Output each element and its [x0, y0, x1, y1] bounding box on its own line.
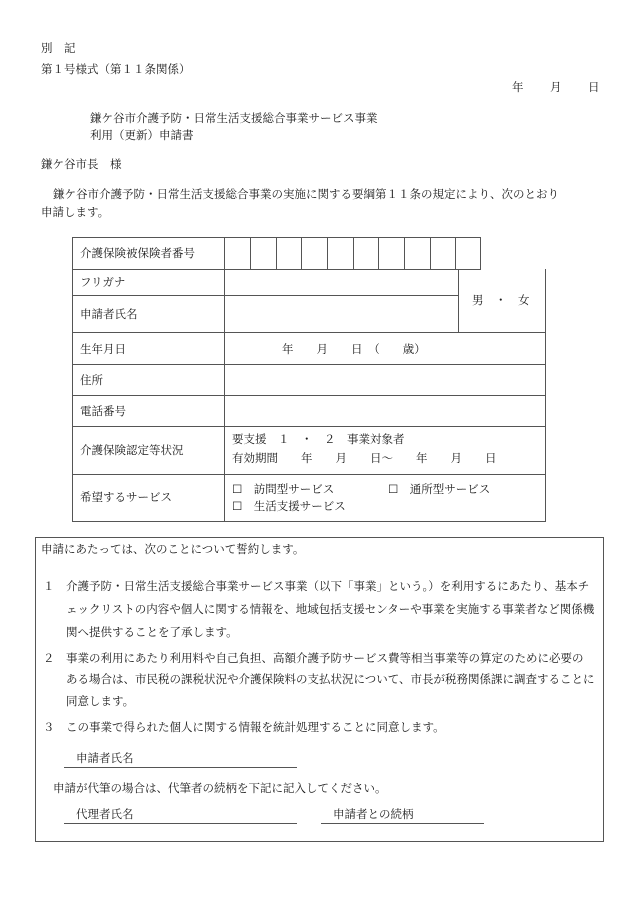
- address-field[interactable]: [226, 366, 544, 393]
- applicant-signature-label: 申請者氏名: [76, 751, 134, 765]
- furigana-field[interactable]: [226, 271, 456, 293]
- service-visit-checkbox[interactable]: ☐ 訪問型サービス: [232, 482, 335, 496]
- care-status-label: 介護保険認定等状況: [80, 443, 184, 457]
- consent-item2-line3: 同意します。: [66, 694, 135, 708]
- consent-item3: ３ この事業で得られた個人に関する情報を統計処理することに同意します。: [43, 720, 445, 734]
- service-life-checkbox[interactable]: ☐ 生活支援サービス: [232, 499, 346, 513]
- form-title-line2: 利用（更新）申請書: [90, 128, 194, 142]
- addressee: 鎌ケ谷市長 様: [41, 157, 122, 171]
- furigana-label: フリガナ: [80, 275, 126, 289]
- consent-item1-line2: ェックリストの内容や個人に関する情報を、地域包括支援センターや事業を実施する事業者など関係機: [66, 602, 595, 616]
- phone-field[interactable]: [226, 397, 544, 424]
- birth-date-field[interactable]: 年 月 日 （ 歳）: [282, 342, 426, 356]
- address-label: 住所: [80, 373, 103, 387]
- date-year: 年: [512, 80, 524, 94]
- form-number: 第１号様式（第１１条関係）: [41, 62, 191, 76]
- consent-item2-line2: ある場合は、市民税の課税状況や介護保険料の支払状況について、市長が税務関係課に調査することに: [66, 672, 595, 686]
- relationship-label: 申請者との続柄: [333, 807, 414, 821]
- care-level-options[interactable]: 要支援 １ ・ ２ 事業対象者: [232, 432, 405, 446]
- relationship-line[interactable]: [321, 807, 484, 824]
- intro-line1: 鎌ケ谷市介護予防・日常生活支援総合事業の実施に関する要綱第１１条の規定により、次のとおり: [53, 187, 559, 201]
- consent-item1-line3: 関へ提供することを了承します。: [66, 625, 238, 639]
- applicant-name-label: 申請者氏名: [80, 307, 138, 321]
- consent-intro: 申請にあたっては、次のことについて誓約します。: [41, 542, 305, 556]
- sex-selection[interactable]: 男 ・ 女: [472, 293, 530, 307]
- proxy-name-label: 代理者氏名: [76, 807, 134, 821]
- insured-number-label: 介護保険被保険者番号: [80, 246, 195, 260]
- consent-item2-line1: ２ 事業の利用にあたり利用料や自己負担、高額介護予防サービス費等相当事業等の算定のために必要の: [43, 651, 584, 665]
- proxy-name-line[interactable]: [64, 807, 297, 824]
- phone-label: 電話番号: [80, 404, 126, 418]
- applicant-name-field[interactable]: [226, 297, 456, 330]
- applicant-signature-line[interactable]: [64, 751, 297, 768]
- intro-line2: 申請します。: [41, 205, 110, 219]
- service-label: 希望するサービス: [80, 490, 172, 504]
- care-validity-period[interactable]: 有効期間 年 月 日～ 年 月 日: [232, 451, 497, 465]
- appendix-label: 別 記: [41, 41, 76, 55]
- date-day: 日: [588, 80, 600, 94]
- birth-date-label: 生年月日: [80, 342, 126, 356]
- form-title-line1: 鎌ケ谷市介護予防・日常生活支援総合事業サービス事業: [90, 111, 378, 125]
- consent-item1-line1: １ 介護予防・日常生活支援総合事業サービス事業（以下「事業」という。）を利用するにあたり、基本チ: [43, 579, 590, 593]
- proxy-note: 申請が代筆の場合は、代筆者の続柄を下記に記入してください。: [53, 781, 387, 795]
- date-month: 月: [550, 80, 562, 94]
- service-day-checkbox[interactable]: ☐ 通所型サービス: [388, 482, 491, 496]
